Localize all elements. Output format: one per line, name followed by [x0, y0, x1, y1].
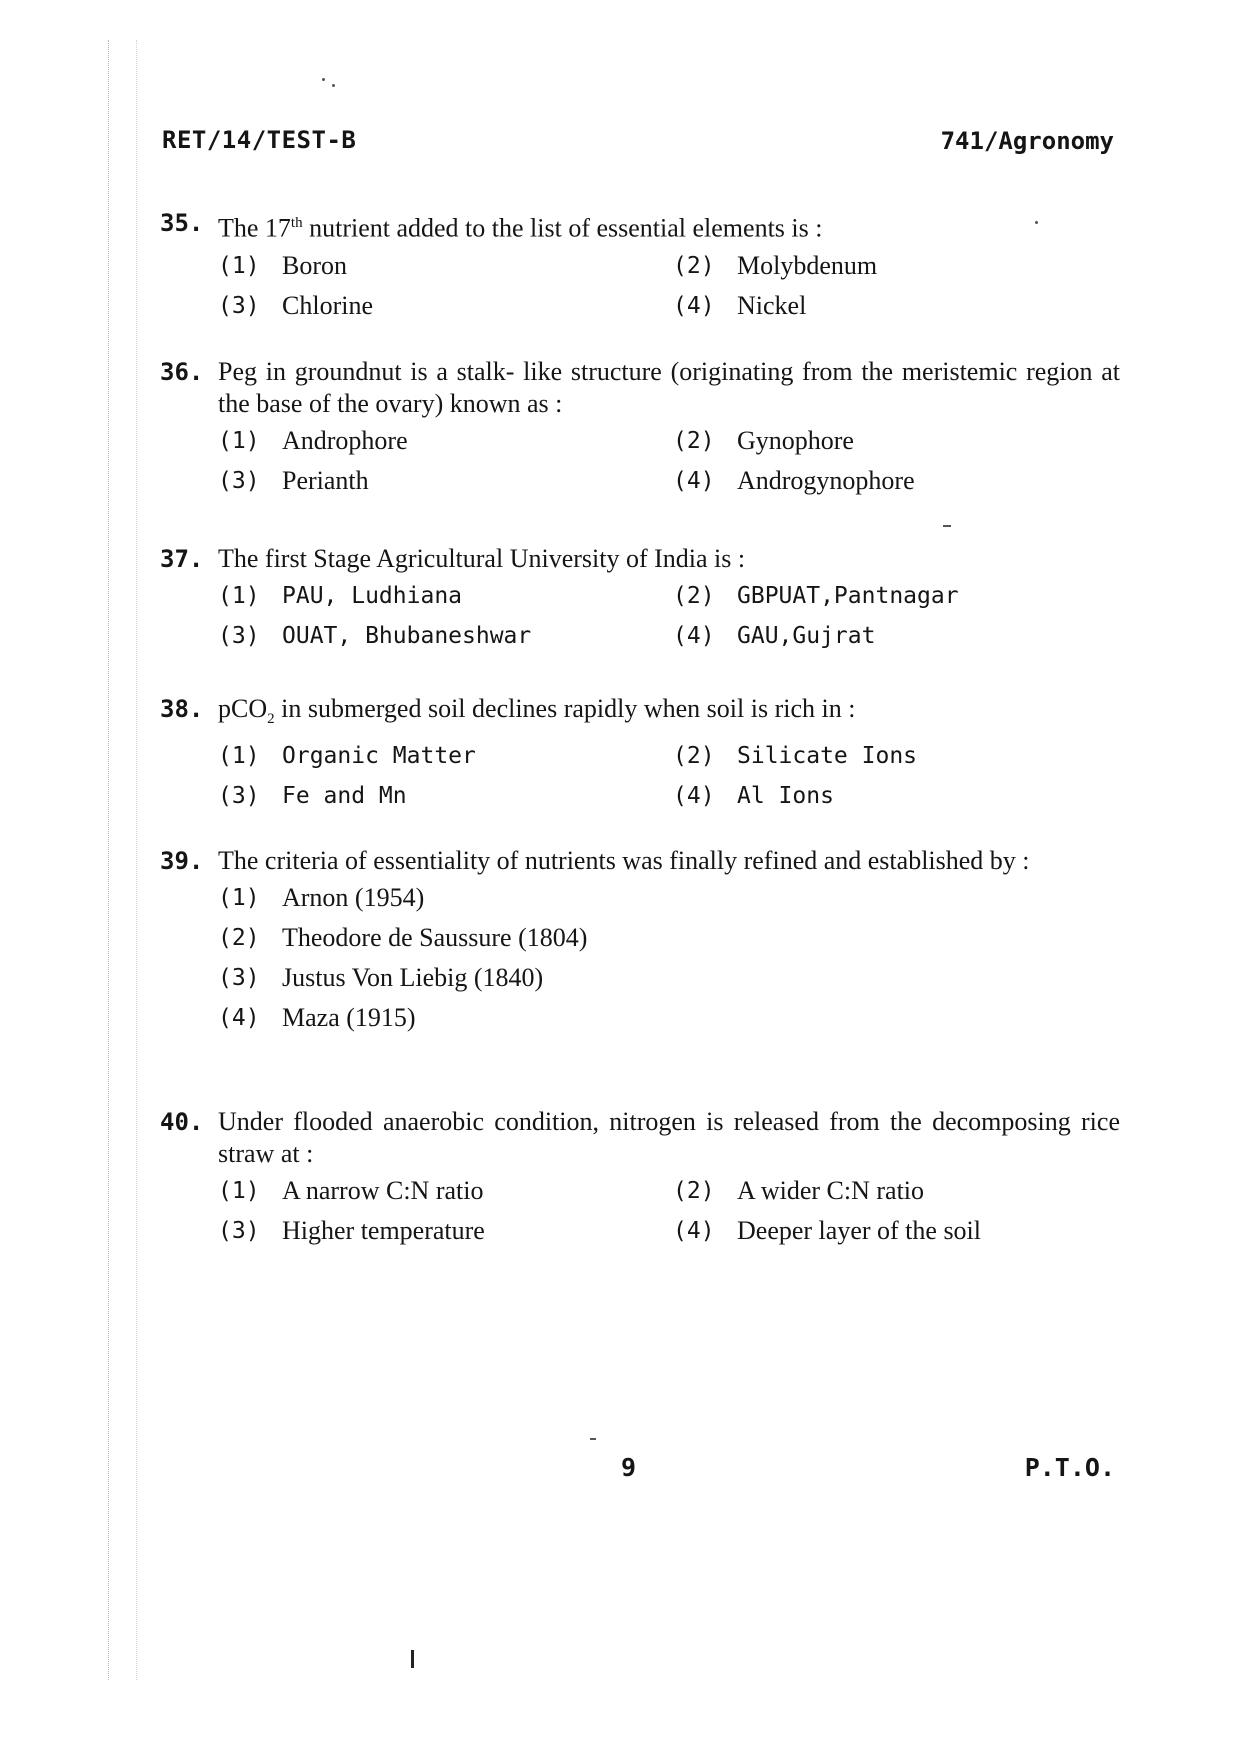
option-4: (4) Nickel	[673, 290, 807, 320]
subject-code: 741/Agronomy	[940, 127, 1114, 155]
scan-speck	[332, 84, 335, 87]
option-4: (4) Androgynophore	[673, 466, 915, 495]
question-number: 39.	[160, 847, 204, 875]
question-text: Under flooded anaerobic condition, nitrogen is released from the decomposing rice straw at :	[218, 1107, 1120, 1168]
option-3: (3) Perianth	[218, 466, 369, 495]
option-1: (1) Androphore	[218, 426, 408, 455]
option-2: (2) A wider C:N ratio	[673, 1176, 925, 1205]
option-1: (1) Boron	[218, 250, 347, 280]
scan-margin-line-faint	[136, 40, 137, 1680]
option-2: (2) Gynophore	[673, 426, 854, 455]
question-number: 35.	[160, 209, 204, 237]
question-number: 36.	[160, 358, 204, 386]
option-1: (1) Arnon (1954)	[218, 883, 425, 912]
option-4: (4) Maza (1915)	[218, 1003, 416, 1032]
question-text: The criteria of essentiality of nutrients was finally refined and established by :	[218, 846, 1030, 875]
question-40	[160, 1106, 1120, 1248]
option-1: (1) Organic Matter	[218, 743, 476, 770]
question-text: The 17th nutrient added to the list of essential elements is :	[218, 213, 823, 243]
option-2: (2) Molybdenum	[673, 250, 878, 280]
option-2: (2) GBPUAT,Pantnagar	[673, 583, 959, 609]
option-2: (2) Silicate Ions	[673, 743, 918, 770]
question-text: The first Stage Agricultural University of India is :	[218, 544, 746, 573]
exam-code: RET/14/TEST-B	[162, 126, 357, 154]
option-4: (4) GAU,Gujrat	[673, 623, 876, 649]
question-37	[160, 543, 1120, 653]
option-3: (3) Justus Von Liebig (1840)	[218, 963, 544, 992]
option-3: (3) OUAT, Bhubaneshwar	[218, 623, 532, 649]
scan-speck	[590, 1438, 596, 1440]
option-4: (4) Al Ions	[673, 783, 834, 810]
question-text: pCO$_2$ in submerged soil declines rapidly when soil is rich in :	[218, 694, 856, 728]
option-3: (3) Fe and Mn	[218, 783, 407, 810]
option-2: (2) Theodore de Saussure (1804)	[218, 923, 588, 952]
question-number: 40.	[160, 1108, 204, 1136]
page-number: 9	[621, 1453, 637, 1482]
option-3: (3) Chlorine	[218, 290, 373, 320]
option-4: (4) Deeper layer of the soil	[673, 1216, 982, 1245]
scan-mark	[411, 1650, 414, 1668]
question-39	[160, 845, 1120, 1035]
question-36	[160, 356, 1120, 498]
question-35	[160, 207, 1120, 323]
scan-margin-line	[108, 40, 109, 1680]
question-number: 38.	[160, 695, 204, 723]
question-38	[160, 693, 1120, 813]
scan-speck	[943, 525, 951, 527]
question-number: 37.	[160, 545, 204, 573]
question-text: Peg in groundnut is a stalk- like structure (originating from the meristemic region at the base of the ovary) known as :	[218, 357, 1120, 418]
option-1: (1) PAU, Ludhiana	[218, 583, 463, 609]
option-3: (3) Higher temperature	[218, 1216, 485, 1245]
scan-speck	[322, 78, 325, 81]
pto-label: P.T.O.	[1024, 1453, 1115, 1482]
option-1: (1) A narrow C:N ratio	[218, 1176, 484, 1205]
